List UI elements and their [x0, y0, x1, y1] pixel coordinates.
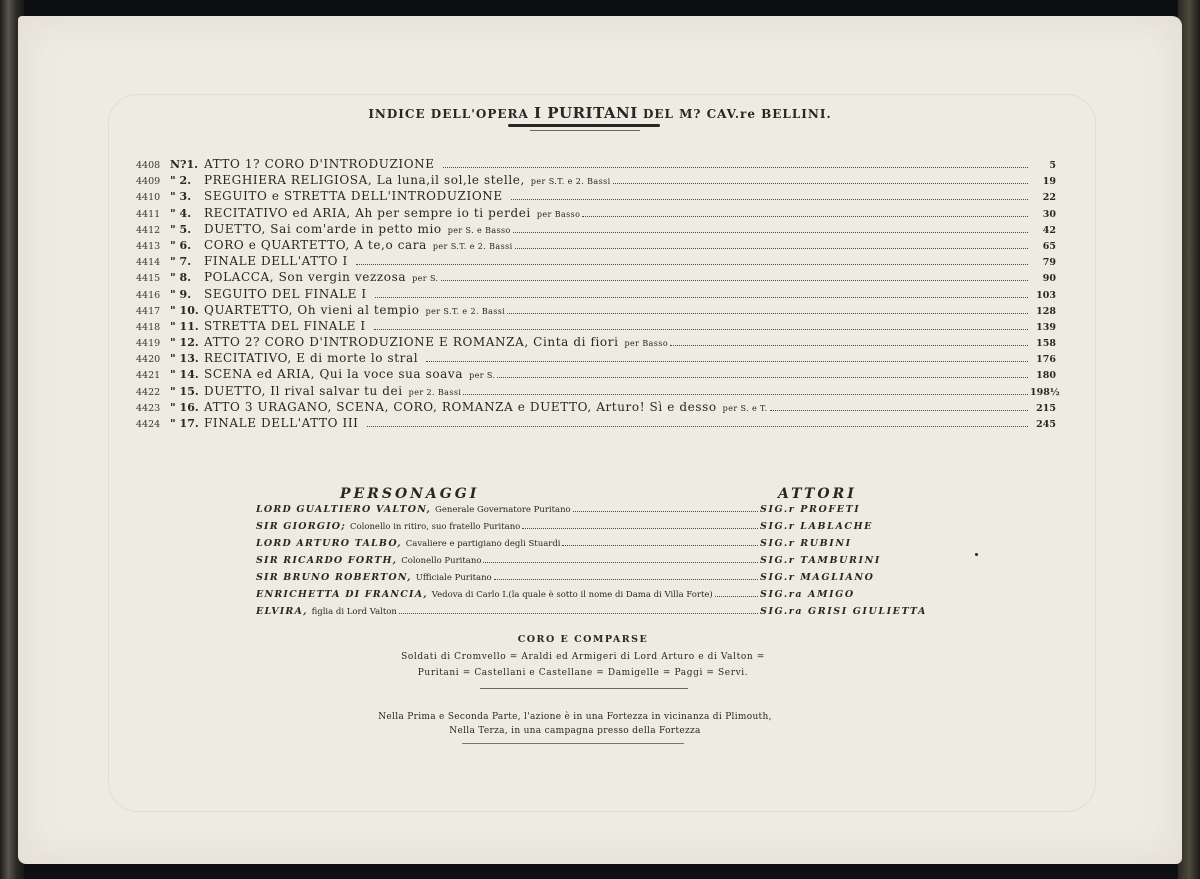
actor-name: SIG.r RUBINI	[760, 538, 852, 549]
plate-number: 4421	[136, 370, 161, 382]
page-number: 245	[1036, 419, 1056, 430]
page-number: 19	[1042, 176, 1056, 188]
character-name: LORD ARTURO TALBO,	[256, 538, 402, 549]
table-of-contents	[136, 157, 1060, 432]
actor-name: SIG.r TAMBURINI	[760, 555, 881, 566]
opera-title: I PURITANI	[533, 104, 638, 122]
leader-dots	[483, 562, 758, 563]
leader-dots	[443, 167, 1028, 168]
leader-dots	[507, 313, 1028, 314]
actor-name: SIG.r LABLACHE	[760, 521, 874, 532]
cast-row	[256, 589, 906, 606]
character-name: SIR RICARDO FORTH,	[256, 555, 398, 566]
plate-number: 4416	[136, 289, 161, 301]
leader-dots	[582, 216, 1028, 217]
page-number: 180	[1036, 370, 1056, 382]
setting-rule	[462, 743, 684, 744]
item-voices: per Basso	[536, 209, 581, 219]
cast-row	[256, 538, 906, 555]
toc-row	[136, 254, 1056, 270]
toc-row	[136, 206, 1056, 222]
page-number: 65	[1042, 240, 1056, 252]
page-number: 158	[1036, 338, 1056, 350]
item-number: " 8.	[170, 271, 192, 285]
page-number: 198½	[1030, 386, 1060, 398]
item-number: " 7.	[170, 255, 192, 269]
leader-dots	[367, 426, 1028, 427]
page-number: 42	[1042, 224, 1056, 236]
character-name: SIR GIORGIO;	[256, 521, 346, 532]
plate-number: 4412	[136, 224, 161, 236]
score-page	[18, 16, 1182, 864]
page-number: 176	[1036, 354, 1056, 366]
item-title: STRETTA DEL FINALE I	[204, 318, 366, 333]
plate-number: 4415	[136, 273, 161, 285]
toc-row	[136, 303, 1056, 319]
character-description: Vedova di Carlo I.(la quale è sotto il nome di Dama di Villa Forte)	[431, 590, 713, 600]
item-number: " 4.	[170, 206, 192, 220]
leader-dots	[399, 613, 758, 614]
toc-row	[136, 189, 1056, 205]
item-title: DUETTO, Sai com'arde in petto mio	[204, 221, 442, 236]
toc-row	[136, 367, 1056, 383]
item-number: " 10.	[170, 303, 199, 317]
character-description: Ufficiale Puritano	[415, 573, 492, 583]
page-number: 139	[1036, 321, 1056, 333]
plate-number: 4414	[136, 257, 161, 269]
character-description: figlia di Lord Valton	[311, 607, 397, 617]
toc-row	[136, 173, 1056, 189]
item-voices: per S. e T.	[722, 403, 768, 413]
index-title	[0, 104, 1200, 122]
cast-list	[256, 504, 927, 623]
character-name: ELVIRA,	[256, 606, 308, 617]
setting-note-2: Nella Terza, in una campagna presso della Fortezza	[449, 726, 701, 736]
character-name: SIR BRUNO ROBERTON,	[256, 572, 412, 583]
item-number: " 9.	[170, 287, 192, 301]
cast-row	[256, 504, 906, 521]
item-title: POLACCA, Son vergin vezzosa	[204, 270, 407, 285]
setting-note-1: Nella Prima e Seconda Parte, l'azione è in una Fortezza in vicinanza di Plimouth,	[378, 712, 772, 722]
cast-row	[256, 521, 906, 538]
actor-name: SIG.ra GRISI GIULIETTA	[760, 606, 927, 617]
page-number: 5	[1049, 160, 1056, 171]
actor-name: SIG.r PROFETI	[760, 504, 861, 515]
leader-dots	[426, 361, 1028, 362]
page-number: 215	[1036, 402, 1056, 414]
actor-name: SIG.ra AMIGO	[760, 589, 855, 600]
item-title: FINALE DELL'ATTO III	[204, 416, 359, 430]
item-title: CORO e QUARTETTO, A te,o cara	[204, 237, 427, 252]
character-description: Generale Governatore Puritano	[435, 505, 571, 515]
leader-dots	[511, 199, 1028, 200]
item-title: ATTO 1? CORO D'INTRODUZIONE	[204, 157, 435, 171]
plate-number: 4418	[136, 321, 161, 333]
character-description: Colonello in ritiro, suo fratello Puritano	[349, 522, 521, 532]
item-title: ATTO 3 URAGANO, SCENA, CORO, ROMANZA e DUETTO, Arturo! Sì e desso	[204, 399, 717, 414]
character-name: LORD GUALTIERO VALTON,	[256, 504, 432, 515]
coro-rule	[480, 688, 688, 689]
plate-number: 4410	[136, 192, 161, 204]
item-voices: per S.T. e 2. Bassi	[432, 241, 513, 251]
leader-dots	[375, 297, 1028, 298]
item-number: " 2.	[170, 174, 192, 188]
page-number: 128	[1036, 305, 1056, 317]
plate-number: 4417	[136, 305, 161, 317]
ink-speck	[975, 553, 978, 556]
toc-row	[136, 238, 1056, 254]
toc-row	[136, 351, 1056, 367]
toc-row	[136, 157, 1056, 173]
cast-row	[256, 555, 906, 572]
leader-dots	[573, 511, 758, 512]
plate-number: 4409	[136, 176, 161, 188]
item-number: " 5.	[170, 222, 192, 236]
plate-number: 4408	[136, 160, 161, 171]
leader-dots	[513, 232, 1028, 233]
item-title: FINALE DELL'ATTO I	[204, 254, 348, 269]
toc-row	[136, 335, 1056, 351]
page-number: 79	[1042, 257, 1056, 269]
leader-dots	[463, 394, 1028, 395]
item-voices: per S.	[469, 371, 496, 381]
title-rule	[508, 124, 660, 127]
leader-dots	[441, 280, 1028, 281]
character-description: Colonello Puritano	[401, 556, 482, 566]
item-number: N?1.	[170, 158, 198, 171]
plate-number: 4411	[136, 208, 161, 220]
item-voices: per Basso	[624, 339, 669, 349]
item-number: " 14.	[170, 368, 199, 382]
coro-line-2: Puritani = Castellani e Castellane = Damigelle = Paggi = Servi.	[417, 668, 749, 678]
item-number: " 13.	[170, 352, 199, 366]
toc-row	[136, 270, 1056, 286]
leader-dots	[770, 410, 1028, 411]
leader-dots	[356, 264, 1028, 265]
page-number: 30	[1042, 208, 1056, 220]
plate-number: 4413	[136, 240, 161, 252]
item-title: ATTO 2? CORO D'INTRODUZIONE E ROMANZA, Cinta di fiori	[204, 335, 619, 350]
item-title: PREGHIERA RELIGIOSA, La luna,il sol,le stelle,	[204, 173, 525, 188]
item-title: QUARTETTO, Oh vieni al tempio	[204, 302, 420, 317]
character-description: Cavaliere e partigiano degli Stuardi	[405, 539, 561, 549]
page-number: 22	[1042, 192, 1056, 204]
leader-dots	[562, 545, 758, 546]
toc-row	[136, 319, 1056, 335]
plate-number: 4420	[136, 354, 161, 366]
item-number: " 12.	[170, 336, 199, 350]
leader-dots	[494, 579, 758, 580]
item-title: SEGUITO e STRETTA DELL'INTRODUZIONE	[204, 189, 503, 204]
item-voices: per 2. Bassi	[408, 387, 462, 397]
item-title: RECITATIVO ed ARIA, Ah per sempre io ti perdei	[204, 205, 531, 220]
title-rule-thin	[530, 130, 640, 131]
item-title: RECITATIVO, E di morte lo stral	[204, 351, 419, 366]
cast-row	[256, 572, 906, 589]
item-title: SEGUITO DEL FINALE I	[204, 286, 367, 301]
leader-dots	[374, 329, 1028, 330]
leader-dots	[515, 248, 1028, 249]
toc-row	[136, 400, 1056, 416]
toc-row	[136, 287, 1056, 303]
character-name: ENRICHETTA DI FRANCIA,	[256, 589, 428, 600]
item-voices: per S. e Basso	[447, 225, 511, 235]
toc-row	[136, 383, 1060, 400]
toc-row	[136, 222, 1056, 238]
item-title: SCENA ed ARIA, Qui la voce sua soava	[204, 367, 464, 382]
plate-number: 4423	[136, 402, 161, 414]
attori-heading: ATTORI	[778, 486, 857, 502]
toc-row	[136, 416, 1056, 432]
cast-row	[256, 606, 927, 623]
leader-dots	[670, 345, 1028, 346]
leader-dots	[497, 377, 1028, 378]
leader-dots	[613, 183, 1028, 184]
item-number: " 16.	[170, 400, 199, 414]
coro-line-1: Soldati di Cromvello = Araldi ed Armigeri di Lord Arturo e di Valton =	[401, 652, 765, 662]
item-number: " 15.	[170, 384, 199, 398]
item-voices: per S.T. e 2. Bassi	[425, 306, 506, 316]
item-voices: per S.T. e 2. Bassi	[530, 177, 611, 187]
title-prefix: INDICE DELL'OPERA	[368, 107, 529, 121]
leader-dots	[522, 528, 758, 529]
item-voices: per S.	[412, 274, 439, 284]
page-number: 103	[1036, 289, 1056, 301]
page-number: 90	[1042, 273, 1056, 285]
coro-title: CORO E COMPARSE	[517, 634, 649, 645]
actor-name: SIG.r MAGLIANO	[760, 572, 875, 583]
plate-number: 4424	[136, 419, 161, 430]
plate-number: 4422	[136, 386, 161, 398]
plate-number: 4419	[136, 338, 161, 350]
item-number: " 17.	[170, 417, 199, 430]
composer-line: DEL M? CAV.re BELLINI.	[642, 107, 832, 121]
leader-dots	[715, 596, 758, 597]
item-title: DUETTO, Il rival salvar tu dei	[204, 383, 403, 398]
personaggi-heading: PERSONAGGI	[340, 486, 480, 502]
item-number: " 11.	[170, 319, 199, 333]
item-number: " 6.	[170, 238, 192, 252]
item-number: " 3.	[170, 190, 192, 204]
